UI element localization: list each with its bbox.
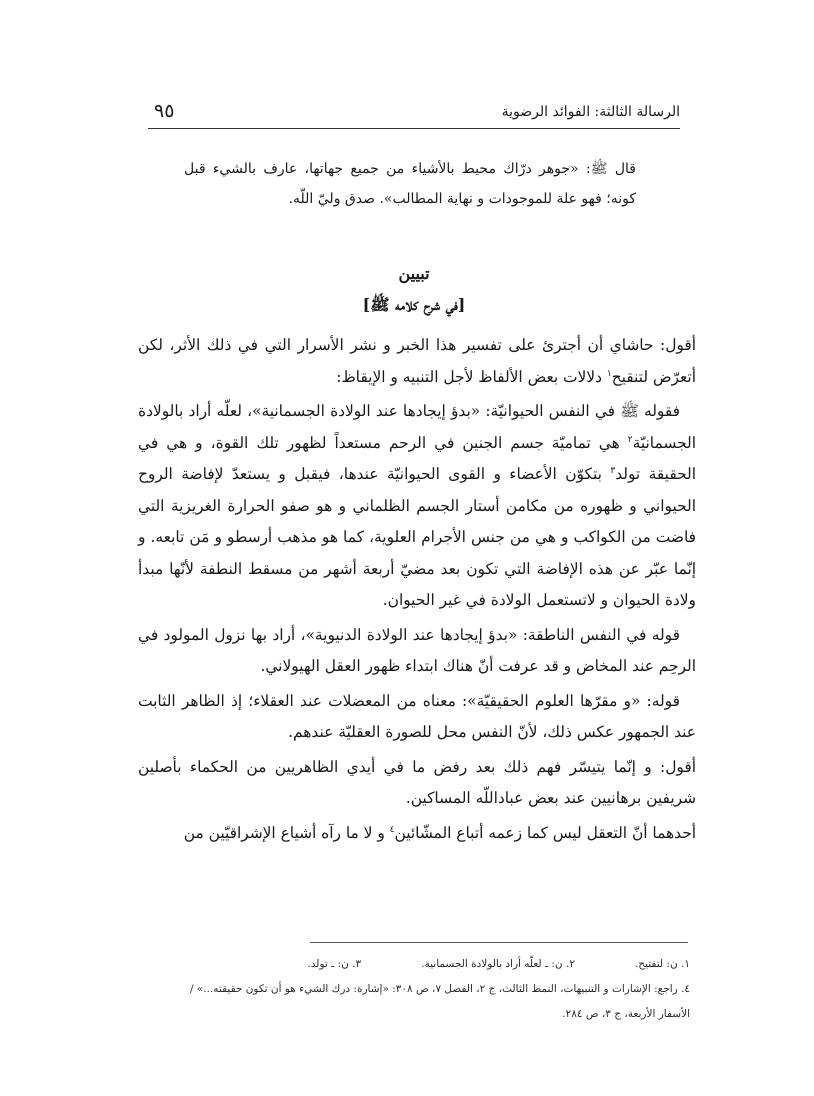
section-title: تبيين <box>398 264 430 283</box>
paragraph <box>138 396 696 617</box>
paragraph-text: أحدهما أنّ التعقل ليس كما زعمه أتباع المشّائين <box>394 823 696 842</box>
footnote-1: ١. ن: لتفتيح. <box>634 958 690 970</box>
paragraph-text: قوله: «و مقرّها العلوم الحقيقيّة»: معناه من المعضلات عند العقلاء؛ إذ الظاهر الثابت عند الجمهور عكس ذلك، لأنّ النفس محل للصورة العقليّة عندهم. <box>138 691 696 741</box>
paragraph <box>138 330 696 393</box>
hadith-quote: قال ﷺ: «جوهر درّاك محيط بالأشياء من جميع جهاتها، عارف بالشيء قبل كونه؛ فهو علة للموجودات و نهاية المطالب». صدق وليّ اللّه. <box>184 161 636 207</box>
paragraph-text: بتكوّن الأعضاء و القوى الحيوانيّة عندها، فيقبل و يستعدّ لإفاضة الروح الحيواني و ظهوره من مكامن أستار الجسم الظلماني و هو صفو الحرارة الغريزية التي فاضت من الكواكب و هي من جنس الأجرام العلوية، كما هو مذهب أرسطو و مَن تابعه. و إنّما عبّر عن هذه الإفاضة التي تكون بعد مضيّ أربعة أشهر من مسقط النطفة لأنّها مبدأ ولادة الحيوان و لاتستعمل الولادة في غير الحيوان. <box>138 465 696 609</box>
paragraph-text: قوله في النفس الناطقة: «بدؤ إيجادها عند الولادة الدنيوية»، أراد بها نزول المولود في الرحِم عند المخاض و قد عرفت أنّ هناك ابتداء ظهور العقل الهيولاني. <box>138 625 696 675</box>
page-number: ٩٥ <box>154 100 175 122</box>
paragraph <box>138 620 696 683</box>
footnote-4: ٤. راجع: الإشارات و التنبيهات، النمط الثالث، ج ٢، الفصل ٧، ص ٣٠٨: «إشارة: درك الشيء هو أن تكون حقيقته...» / <box>189 983 690 995</box>
paragraph <box>138 686 696 749</box>
footnotes <box>138 952 690 1027</box>
page-header <box>148 100 680 129</box>
paragraph <box>138 752 696 815</box>
footnote-ref[interactable]: ٣ <box>610 465 616 476</box>
footnote-4-cont: الأسفار الأربعة، ج ٣، ص ٢٨٤. <box>562 1008 690 1020</box>
footnote-3: ٣. ن: ـ تولد. <box>307 958 362 970</box>
running-title: الرسالة الثالثة: الفوائد الرضوية <box>501 104 680 120</box>
footnote-row <box>138 952 690 977</box>
paragraph-text: أقول: و إنّما يتيسّر فهم ذلك بعد رفض ما في أيدي الظاهريين من الحكماء بأصلين شريفين برهانيين عند بعض عباداللّه المساكين. <box>138 757 696 807</box>
footnote-ref[interactable]: ١ <box>606 368 612 379</box>
footnote-ref[interactable]: ٢ <box>627 434 633 445</box>
paragraph-text: فقوله ﷺ في النفس الحيوانيّة: «بدؤ إيجادها عند الولادة الجسمانية»، لعلّه أراد بالولادة الجسمانيّة <box>138 402 696 452</box>
footnote-2: ٢. ن: ـ لعلّه أراد بالولادة الجسمانية. <box>421 958 575 970</box>
footnote-divider <box>310 942 688 943</box>
body-text <box>138 330 696 852</box>
paragraph-text: و لا ما رآه أشياع الإشراقيّين من <box>183 823 390 842</box>
paragraph <box>138 818 696 850</box>
footnote-ref[interactable]: ٤ <box>389 824 395 835</box>
paragraph-text: دلالات بعض الألفاظ لأجل التنبيه و الإيقاظ: <box>336 367 607 386</box>
paragraph-text: أقول: حاشاي أن أجترئ على تفسير هذا الخبر و نشر الأسرار التي في ذلك الأثر، لكن أتعرّض لتنقيح <box>138 336 696 386</box>
paragraph-text: هي تماميّة جسم الجنين في الرحم مستعداً لظهور تلك القوة، و هي في الحقيقة تولد <box>138 433 696 483</box>
section-subtitle: [في شرح كلامه ﷺ] <box>362 295 466 314</box>
